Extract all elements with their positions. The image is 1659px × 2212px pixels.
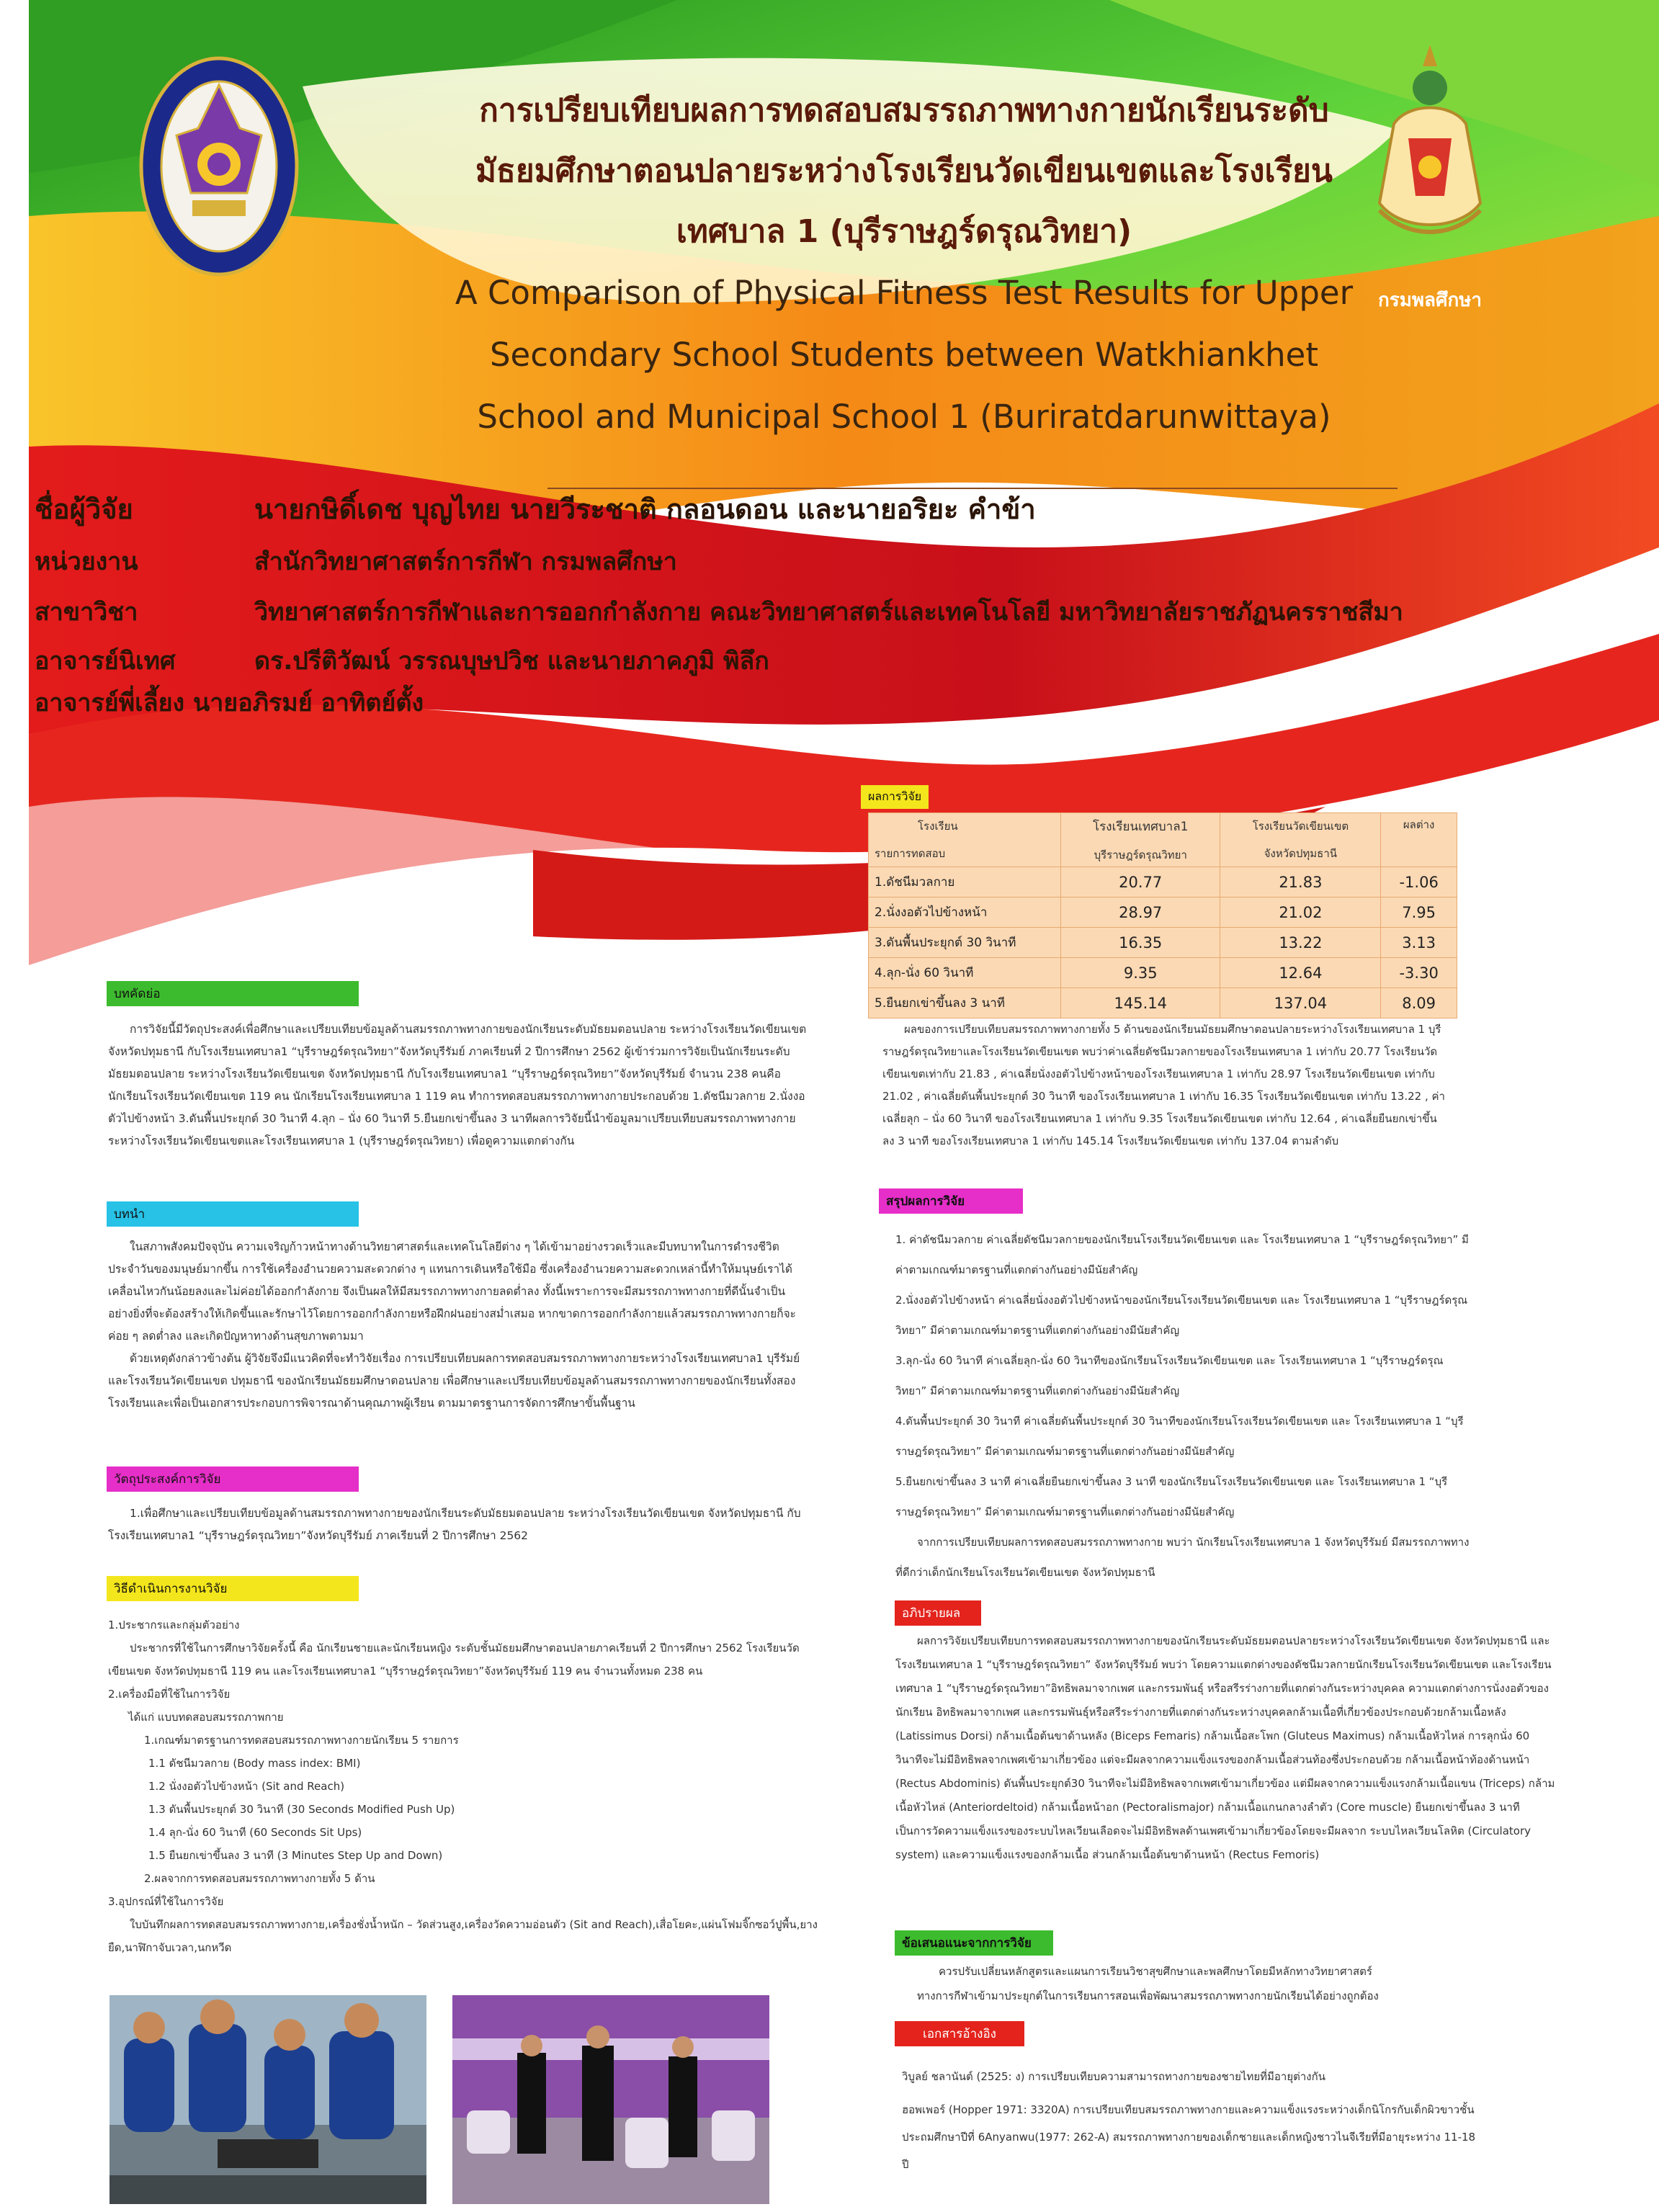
title-english-line-1: A Comparison of Physical Fitness Test Results for Upper	[455, 274, 1354, 312]
method-line-8: 1.3 ดันพื้นประยุกต์ 30 วินาที (30 Seconds Modified Push Up)	[148, 1803, 455, 1816]
method-line-7: 1.2 นั่งงอตัวไปข้างหน้า (Sit and Reach)	[148, 1780, 345, 1793]
row-diff: 8.09	[1381, 988, 1457, 1018]
row-diff: -1.06	[1381, 867, 1457, 897]
intro-paragraph-2: ด้วยเหตุดังกล่าวข้างต้น ผู้วิจัยจึงมีแนวคิดที่จะทำวิจัยเรื่อง การเปรียบเทียบผลการทดสอบสมรรถภาพทางกายระหว่างโรงเรียนเทศบาล1 บุรีรัมย์ และโรงเรียนวัดเขียนเขต ปทุมธานี ของนักเรียนมัธยมศึกษาตอนปลาย เพื่อศึกษาและเปรียบเทียบข้อมูลด้านสมรรถภาพทางกายของนักเรียนทั้งสองโรงเรียนและเพื่อเป็นเอกสารประกอบการพิจารณาด้านคุณภาพผู้เรียน ตามมาตรฐานการจัดการศึกษาขั้นพื้นฐาน	[108, 1352, 800, 1410]
reference-1: วิบูลย์ ชลานันต์ (2525: ง) การเปรียบเทียบความสามารถทางกายของชายไทยที่มีอายุต่างกัน	[902, 2070, 1325, 2083]
title-thai-line-3: เทศบาล 1 (บุรีราษฎร์ดรุณวิทยา)	[676, 213, 1132, 250]
row-value-b: 137.04	[1220, 988, 1381, 1018]
discussion-text	[895, 1629, 1558, 1867]
summary-item-2: 2.นั่งงอตัวไปข้างหน้า ค่าเฉลี่ยนั่งงอตัวไปข้างหน้าของนักเรียนโรงเรียนวัดเขียนเขต และ โรงเรียนเทศบาล 1 “บุรีราษฎร์ดรุณวิทยา” มีค่าตามเกณฑ์มาตรฐานที่แตกต่างกันอย่างมีนัยสำคัญ	[895, 1294, 1468, 1337]
researcher-row	[35, 487, 1036, 531]
row-diff: 3.13	[1381, 928, 1457, 958]
row-value-a: 28.97	[1061, 897, 1220, 928]
abstract-paragraph: การวิจัยนี้มีวัตถุประสงค์เพื่อศึกษาและเปรียบเทียบข้อมูลด้านสมรรถภาพทางกายของนักเรียนระดับมัธยมตอนปลาย ระหว่างโรงเรียนวัดเขียนเขต จังหวัดปทุมธานี กับโรงเรียนเทศบาล1 “บุรีราษฎร์ดรุณวิทยา”จังหวัดบุรีรัมย์ ภาคเรียนที่ 2 ปีการศึกษา 2562 ผู้เข้าร่วมการวิจัยเป็นนักเรียนระดับมัธยมตอนปลาย ระหว่างโรงเรียนวัดเขียนเขต จังหวัดปทุมธานี กับโรงเรียนเทศบาล1 “บุรีราษฎร์ดรุณวิทยา”จังหวัดบุรีรัมย์ จำนวน 238 คนคือ นักเรียนโรงเรียนวัดเขียนเขต 119 คน นักเรียนโรงเรียนเทศบาล 1 119 คน ทำการทดสอบสมรรถภาพทางกายประกอบด้วย 1.ดัชนีมวลกาย 2.นั่งงอตัวไปข้างหน้า 3.ดันพื้นประยุกต์ 30 วินาที 4.ลุก – นั่ง 60 วินาที 5.ยืนยกเข่าขึ้นลง 3 นาทีผลการวิจัยนี้นำข้อมูลมาเปรียบเทียบสมรรถภาพทางกายระหว่างโรงเรียนวัดเขียนเขตและโรงเรียนเทศบาล 1 (บุรีราษฎร์ดรุณวิทยา) เพื่อดูความแตกต่างกัน	[108, 1023, 807, 1147]
objective-paragraph: 1.เพื่อศึกษาและเปรียบเทียบข้อมูลด้านสมรรถภาพทางกายของนักเรียนระดับมัธยมตอนปลาย ระหว่างโรงเรียนวัดเขียนเขต จังหวัดปทุมธานี กับโรงเรียนเทศบาล1 “บุรีราษฎร์ดรุณวิทยา”จังหวัดบุรีรัมย์ ภาคเรียนที่ 2 ปีการศึกษา 2562	[108, 1507, 801, 1542]
intro-paragraph-1: ในสภาพสังคมปัจจุบัน ความเจริญก้าวหน้าทางด้านวิทยาศาสตร์และเทคโนโลยีต่าง ๆ ได้เข้ามาอย่างรวดเร็วและมีบทบาทในการดำรงชีวิตประจำวันของมนุษย์มากขึ้น การใช้เครื่องอำนวยความสะดวกต่าง ๆ แทนการเดินหรือใช้มือ ซึ่งเครื่องอำนวยความสะดวกเหล่านี้ทำให้มนุษย์เราได้เคลื่อนไหวกันน้อยลงและไม่ค่อยได้ออกกำลังกาย จึงเป็นผลให้มีสมรรถภาพทางกายลดต่ำลง ทั้งนี้เพราะการจะมีสมรรถภาพทางกายที่ดีนั้นจำเป็นอย่างยิ่งที่จะต้องสร้างให้เกิดขึ้นและรักษาไว้โดยการออกกำลังกายหรือฝึกฝนอย่างสม่ำเสมอ หากขาดการออกกำลังกายแล้วสมรรถภาพทางกายก็จะค่อย ๆ ลดต่ำลง และเกิดปัญหาทางด้านสุขภาพตามมา	[108, 1240, 796, 1343]
row-value-b: 12.64	[1220, 958, 1381, 988]
field-value: วิทยาศาสตร์การกีฬาและการออกกำลังกาย คณะวิทยาศาสตร์และเทคโนโลยี มหาวิทยาลัยราชภัฏนครราชสีมา	[254, 598, 1403, 627]
header-item: รายการทดสอบ	[875, 847, 946, 860]
department-caption: กรมพลศึกษา	[1378, 290, 1482, 311]
row-value-a: 145.14	[1061, 988, 1220, 1018]
suggestion-line-2: ทางการกีฬาเข้ามาประยุกต์ในการเรียนการสอนเพื่อพัฒนาสมรรถภาพทางกายนักเรียนได้อย่างถูกต้อง	[917, 1989, 1379, 2002]
results-table	[868, 812, 1457, 1018]
summary-item-3: 3.ลุก-นั่ง 60 วินาที ค่าเฉลี่ยลุก-นั่ง 60 วินาทีของนักเรียนโรงเรียนวัดเขียนเขต และ โรงเรียนเทศบาล 1 “บุรีราษฎร์ดรุณวิทยา” มีค่าตามเกณฑ์มาตรฐานที่แตกต่างกันอย่างมีนัยสำคัญ	[895, 1354, 1444, 1397]
agency-value: สำนักวิทยาศาสตร์การกีฬา กรมพลศึกษา	[254, 547, 677, 576]
method-line-11: 2.ผลจากการทดสอบสมรรถภาพทางกายทั้ง 5 ด้าน	[144, 1872, 375, 1885]
header-diff: ผลต่าง	[1403, 818, 1435, 831]
header-col1-line2: บุรีราษฎร์ดรุณวิทยา	[1094, 848, 1187, 861]
references-tag: เอกสารอ้างอิง	[895, 2021, 1024, 2046]
method-line-4: ได้แก่ แบบทดสอบสมรรถภาพกาย	[128, 1711, 284, 1724]
objective-tag: วัตถุประสงค์การวิจัย	[107, 1467, 359, 1492]
agency-label: หน่วยงาน	[35, 547, 138, 576]
supervisor-value: ดร.ปรีติวัฒน์ วรรณบุษปวิช และนายภาคภูมิ พิลึก	[254, 647, 769, 676]
row-value-a: 20.77	[1061, 867, 1220, 897]
row-item: 4.ลุก-นั่ง 60 วินาที	[869, 958, 1061, 988]
title-english-line-3: School and Municipal School 1 (Buriratdarunwittaya)	[477, 398, 1331, 436]
abstract-text	[108, 1018, 807, 1152]
header-col1	[1061, 813, 1220, 867]
method-line-12: 3.อุปกรณ์ที่ใช้ในการวิจัย	[108, 1895, 224, 1908]
method-line-1: 1.ประชากรและกลุ่มตัวอย่าง	[108, 1618, 240, 1631]
researcher-label: ชื่อผู้วิจัย	[35, 493, 133, 525]
method-text	[108, 1613, 821, 1959]
summary-item-4: 4.ดันพื้นประยุกต์ 30 วินาที ค่าเฉลี่ยดันพื้นประยุกต์ 30 วินาทีของนักเรียนโรงเรียนวัดเขียนเขต และ โรงเรียนเทศบาล 1 “บุรีราษฎร์ดรุณวิทยา” มีค่าตามเกณฑ์มาตรฐานที่แตกต่างกันอย่างมีนัยสำคัญ	[895, 1415, 1464, 1458]
mentor-value: นายอภิรมย์ อาทิตย์ตั้ง	[192, 689, 424, 717]
row-value-b: 13.22	[1220, 928, 1381, 958]
summary-text	[895, 1224, 1472, 1588]
method-line-13: ใบบันทึกผลการทดสอบสมรรถภาพทางกาย,เครื่องชั่งน้ำหนัก – วัดส่วนสูง,เครื่องวัดความอ่อนตัว (Sit and Reach),เสื่อโยคะ,แผ่นโฟมจิ๊กซอว์ปูพื้น,ยางยืด,นาฬิกาจับเวลา,นกหวีด	[108, 1918, 818, 1954]
method-line-5: 1.เกณฑ์มาตรฐานการทดสอบสมรรถภาพทางกายนักเรียน 5 รายการ	[144, 1734, 459, 1747]
title-thai-line-1: การเปรียบเทียบผลการทดสอบสมรรถภาพทางกายนักเรียนระดับ	[479, 92, 1329, 129]
summary-item-1: 1. ค่าดัชนีมวลกาย ค่าเฉลี่ยดัชนีมวลกายของนักเรียนโรงเรียนวัดเขียนเขต และ โรงเรียนเทศบาล 1 “บุรีราษฎร์ดรุณวิทยา” มีค่าตามเกณฑ์มาตรฐานที่แตกต่างกันอย่างมีนัยสำคัญ	[895, 1233, 1469, 1276]
method-line-3: 2.เครื่องมือที่ใช้ในการวิจัย	[108, 1688, 231, 1701]
discussion-tag: อภิปรายผล	[895, 1600, 981, 1626]
header-col3	[1381, 813, 1457, 867]
header-col2	[1220, 813, 1381, 867]
agency-row	[35, 542, 677, 581]
row-item: 1.ดัชนีมวลกาย	[869, 867, 1061, 897]
row-diff: 7.95	[1381, 897, 1457, 928]
header-school: โรงเรียน	[918, 820, 958, 833]
method-line-9: 1.4 ลุก-นั่ง 60 วินาที (60 Seconds Sit Ups)	[148, 1826, 362, 1839]
field-row	[35, 592, 1403, 631]
table-row	[869, 867, 1457, 897]
table-row	[869, 988, 1457, 1018]
header-col2-line1: โรงเรียนวัดเขียนเขต	[1252, 820, 1349, 833]
reference-2: ฮอพเพอร์ (Hopper 1971: 3320A) การเปรียบเทียบสมรรถภาพทางกายและความแข็งแรงระหว่างเด็กนิโกรกับเด็กผิวขาวชั้นประถมศึกษาปีที่ 6Anyanwu(1977: 262-A) สมรรถภาพทางกายของเด็กชายและเด็กหญิงชาวไนจีเรียที่มีอายุระหว่าง 11-18 ปี	[902, 2103, 1476, 2171]
table-row	[869, 958, 1457, 988]
method-tag: วิธีดำเนินการงานวิจัย	[107, 1576, 359, 1601]
summary-tag: สรุปผลการวิจัย	[879, 1188, 1023, 1214]
row-value-b: 21.02	[1220, 897, 1381, 928]
title-thai-line-2: มัธยมศึกษาตอนปลายระหว่างโรงเรียนวัดเขียนเขตและโรงเรียน	[475, 153, 1333, 189]
researcher-value: นายกษิดิ์เดช บุญไทย นายวีระชาติ กลอนดอน และนายอริยะ คำข้า	[254, 493, 1036, 525]
intro-text	[108, 1236, 807, 1415]
photo-sit-and-reach	[109, 1995, 426, 2204]
method-line-10: 1.5 ยืนยกเข่าขึ้นลง 3 นาที (3 Minutes Step Up and Down)	[148, 1849, 443, 1862]
header-col1-line1: โรงเรียนเทศบาล1	[1093, 819, 1189, 834]
intro-tag: บทนำ	[107, 1201, 359, 1227]
results-text	[882, 1018, 1448, 1152]
table-row	[869, 928, 1457, 958]
title-english-line-2: Secondary School Students between Watkhiankhet	[489, 336, 1319, 374]
method-line-2: ประชากรที่ใช้ในการศึกษาวิจัยครั้งนี้ คือ นักเรียนชายและนักเรียนหญิง ระดับชั้นมัธยมศึกษาตอนปลายภาคเรียนที่ 2 ปีการศึกษา 2562 โรงเรียนวัดเขียนเขต จังหวัดปทุมธานี 119 คน และโรงเรียนเทศบาล1 “บุรีราษฎร์ดรุณวิทยา”จังหวัดบุรีรัมย์ 119 คน จำนวนทั้งหมด 238 คน	[108, 1642, 800, 1678]
university-logo	[139, 56, 299, 277]
supervisor-row	[35, 641, 769, 680]
supervisor-label: อาจารย์นิเทศ	[35, 647, 176, 676]
discussion-paragraph: ผลการวิจัยเปรียบเทียบการทดสอบสมรรถภาพทางกายของนักเรียนระดับมัธยมตอนปลายระหว่างโรงเรียนวัดเขียนเขต จังหวัดปทุมธานี และโรงเรียนเทศบาล 1 “บุรีราษฎร์ดรุณวิทยา” จังหวัดบุรีรัมย์ พบว่า โดยความแตกต่างของดัชนีมวลกายนักเรียนโรงเรียนวัดเขียนเขต และโรงเรียนเทศบาล 1 “บุรีราษฎร์ดรุณวิทยา”อิทธิพลมาจากเพศ และกรรมพันธุ์ หรือสรีรร่างกายที่แตกต่างกันระหว่างบุคคล ความแตกต่างการนั่งงอตัวของนักเรียน อิทธิพลมาจากเพศ และกรรมพันธุ์หรือสรีระร่างกายที่แตกต่างกันระหว่างบุคคลกล้ามเนื้อที่เกี่ยวข้องประกอบด้วยกล้ามเนื้อหลัง (Latissimus Dorsi) กล้ามเนื้อต้นขาด้านหลัง (Biceps Femaris) กล้ามเนื้อสะโพก (Gluteus Maximus) กล้ามเนื้อหัวไหล่ การลุกนั่ง 60 วินาทีจะไม่มีอิทธิพลจากเพศเข้ามาเกี่ยวข้อง แต่จะมีผลจากความแข็งแรงของกล้ามเนื้อส่วนท้องซึ่งประกอบด้วย กล้ามเนื้อหน้าท้องด้านหน้า (Rectus Abdominis) ดันพื้นประยุกต์30 วินาทีจะไม่มีอิทธิพลจากเพศเข้ามาเกี่ยวข้อง แต่มีผลจากความแข็งแรงกล้ามเนื้อแขน (Triceps) กล้ามเนื้อหัวไหล่ (Anteriordeltoid) กล้ามเนื้อหน้าอก (Pectoralismajor) กล้ามเนื้อแกนกลางลำตัว (Core muscle) ยืนยกเข่าขึ้นลง 3 นาที เป็นการวัดความแข็งแรงของระบบไหลเวียนเลือดจะไม่มีอิทธิพลด้านเพศเข้ามาเกี่ยวข้องโดยจะมีผลจาก ระบบไหลเวียนโลหิต (Circulatory system) และความแข็งแรงของกล้ามเนื้อ ส่วนกล้ามเนื้อต้นขาด้านหน้า (Rectus Femoris)	[895, 1634, 1555, 1861]
header-school-item	[869, 813, 1061, 867]
abstract-tag: บทคัดย่อ	[107, 981, 359, 1006]
field-label: สาขาวิชา	[35, 598, 138, 627]
row-value-b: 21.83	[1220, 867, 1381, 897]
row-item: 5.ยืนยกเข่าขึ้นลง 3 นาที	[869, 988, 1061, 1018]
row-value-a: 16.35	[1061, 928, 1220, 958]
photo-step-up-test	[452, 1995, 769, 2204]
table-header-row	[869, 813, 1457, 867]
summary-conclusion: จากการเปรียบเทียบผลการทดสอบสมรรถภาพทางกาย พบว่า นักเรียนโรงเรียนเทศบาล 1 จังหวัดบุรีรัมย์ มีสมรรถภาพทางที่ดีกว่าเด็กนักเรียนโรงเรียนวัดเขียนเขต จังหวัดปทุมธานี	[895, 1536, 1470, 1579]
row-diff: -3.30	[1381, 958, 1457, 988]
results-tag: ผลการวิจัย	[861, 785, 929, 809]
table-row	[869, 897, 1457, 928]
references-text	[902, 2063, 1478, 2178]
suggestion-text	[895, 1959, 1558, 2008]
row-item: 3.ดันพื้นประยุกต์ 30 วินาที	[869, 928, 1061, 958]
header-col2-line2: จังหวัดปทุมธานี	[1264, 847, 1338, 860]
row-value-a: 9.35	[1061, 958, 1220, 988]
row-item: 2.นั่งงอตัวไปข้างหน้า	[869, 897, 1061, 928]
suggestion-tag: ข้อเสนอแนะจากการวิจัย	[895, 1930, 1053, 1956]
mentor-row	[35, 683, 424, 722]
summary-item-5: 5.ยืนยกเข่าขึ้นลง 3 นาที ค่าเฉลี่ยยืนยกเข่าขึ้นลง 3 นาที ของนักเรียนโรงเรียนวัดเขียนเขต และ โรงเรียนเทศบาล 1 “บุรีราษฎร์ดรุณวิทยา” มีค่าตามเกณฑ์มาตรฐานที่แตกต่างกันอย่างมีนัยสำคัญ	[895, 1475, 1448, 1518]
objective-text	[108, 1503, 807, 1547]
suggestion-line-1: ควรปรับเปลี่ยนหลักสูตรและแผนการเรียนวิชาสุขศึกษาและพลศึกษาโดยมีหลักทางวิทยาศาสตร์	[939, 1965, 1372, 1978]
mentor-label: อาจารย์พี่เลี้ยง	[35, 689, 185, 717]
method-line-6: 1.1 ดัชนีมวลกาย (Body mass index: BMI)	[148, 1757, 361, 1770]
results-paragraph: ผลของการเปรียบเทียบสมรรถภาพทางกายทั้ง 5 ด้านของนักเรียนมัธยมศึกษาตอนปลายระหว่างโรงเรียนเทศบาล 1 บุรีราษฎร์ดรุณวิทยาและโรงเรียนวัดเขียนเขต พบว่าค่าเฉลี่ยดัชนีมวลกายของโรงเรียนเทศบาล 1 เท่ากับ 20.77 โรงเรียนวัดเขียนเขตเท่ากับ 21.83 , ค่าเฉลี่ยนั่งงอตัวไปข้างหน้าของโรงเรียนเทศบาล 1 เท่ากับ 28.97 โรงเรียนวัดเขียนเขต เท่ากับ 21.02 , ค่าเฉลี่ยดันพื้นประยุกต์ 30 วินาที ของโรงเรียนเทศบาล 1 เท่ากับ 16.35 โรงเรียนวัดเขียนเขต เท่ากับ 13.22 , ค่าเฉลี่ยลุก – นั่ง 60 วินาที ของโรงเรียนเทศบาล 1 เท่ากับ 9.35 โรงเรียนวัดเขียนเขต เท่ากับ 12.64 , ค่าเฉลี่ยยืนยกเข่าขึ้นลง 3 นาที ของโรงเรียนเทศบาล 1 เท่ากับ 145.14 โรงเรียนวัดเขียนเขต เท่ากับ 137.04 ตามลำดับ	[882, 1023, 1445, 1147]
